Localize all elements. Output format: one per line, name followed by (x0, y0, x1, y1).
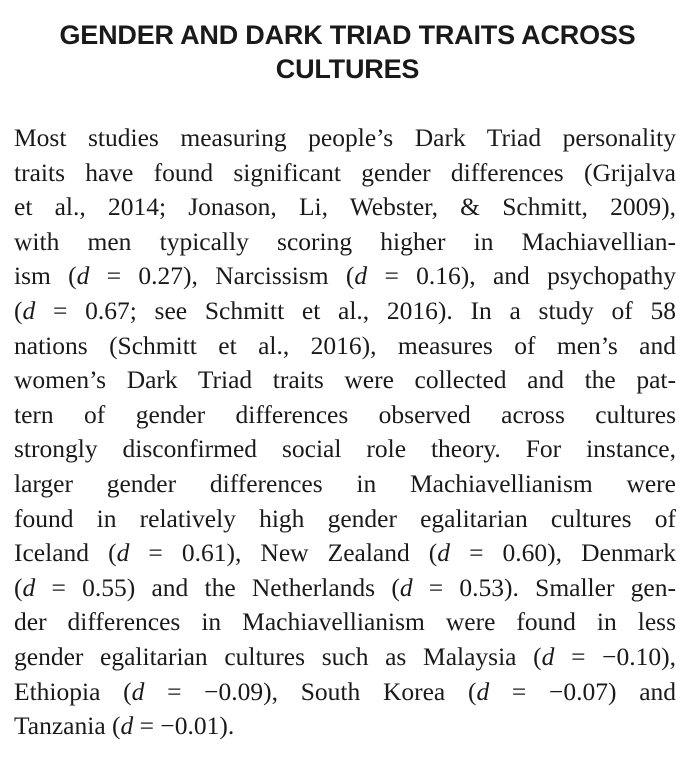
paragraph-line: traits have found significant gender differences (Grijalva (14, 157, 676, 187)
paragraph-line: (d = 0.67; see Schmitt et al., 2016). In a study of 58 (14, 295, 676, 325)
paragraph-line: gender egalitarian cultures such as Malaysia (d = −0.10), (14, 641, 676, 671)
paragraph-line: Iceland (d = 0.61), New Zealand (d = 0.60), Denmark (14, 538, 676, 568)
paragraph-line: women’s Dark Triad traits were collected and the pat- (14, 365, 676, 395)
section-heading (0, 18, 695, 86)
paragraph-line: Tanzania (d = −0.01). (14, 711, 235, 741)
paragraph-line: larger gender differences in Machiavellianism were (14, 468, 676, 498)
paragraph-line: et al., 2014; Jonason, Li, Webster, & Schmitt, 2009), (14, 192, 676, 222)
paragraph-line: (d = 0.55) and the Netherlands (d = 0.53). Smaller gen- (14, 572, 676, 602)
body-paragraph (14, 121, 676, 744)
paragraph-line: der differences in Machiavellianism were found in less (14, 607, 676, 637)
heading-line-1: GENDER AND DARK TRIAD TRAITS ACROSS (59, 20, 636, 50)
paragraph-line: Ethiopia (d = −0.09), South Korea (d = −0.07) and (14, 676, 677, 706)
paragraph-line: tern of gender differences observed across cultures (14, 399, 676, 429)
paragraph-line: ism (d = 0.27), Narcissism (d = 0.16), and psychopathy (14, 261, 676, 291)
paragraph-line: Most studies measuring people’s Dark Triad personality (14, 123, 676, 152)
paragraph-line: found in relatively high gender egalitarian cultures of (14, 503, 676, 533)
paragraph-line: nations (Schmitt et al., 2016), measures of men’s and (14, 330, 676, 360)
paragraph-line: strongly disconfirmed social role theory. For instance, (14, 434, 676, 464)
heading-line-2: CULTURES (275, 54, 420, 84)
paragraph-line: with men typically scoring higher in Machiavellian- (14, 226, 676, 256)
